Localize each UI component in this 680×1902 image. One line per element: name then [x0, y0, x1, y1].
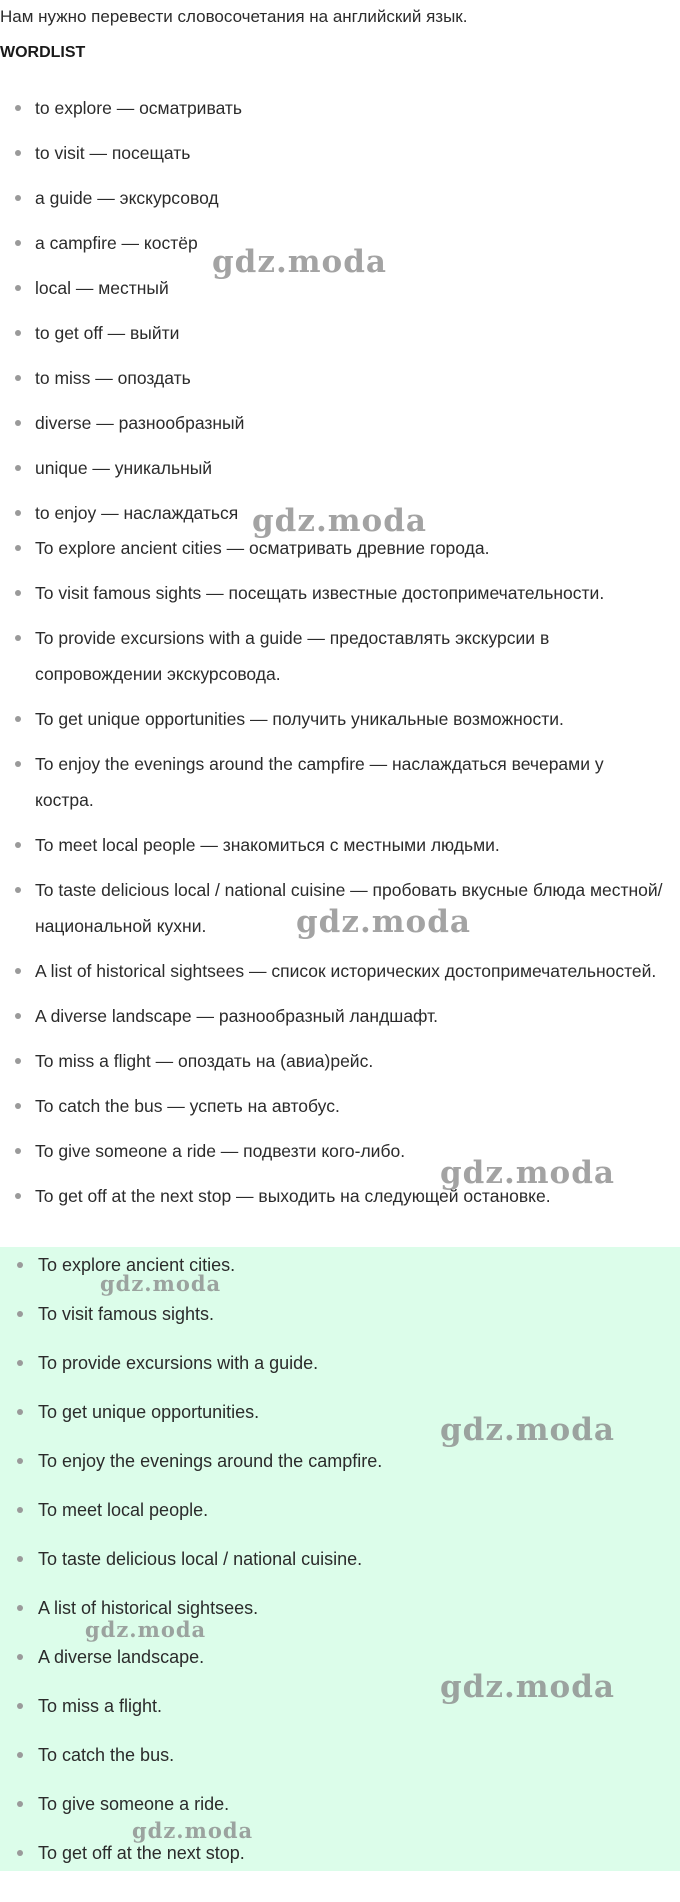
list-item: To provide excursions with a guide — предоставлять экскурсии в сопровождении экскурсовода. — [0, 620, 680, 692]
answer-item: To visit famous sights. — [0, 1300, 680, 1328]
list-item: diverse — разнообразный — [0, 405, 680, 441]
list-item: To taste delicious local / national cuisine — пробовать вкусные блюда местной/национальной кухни. — [0, 872, 680, 944]
list-item: To explore ancient cities — осматривать древние города. — [0, 530, 680, 566]
watermark: gdz.moda — [440, 1669, 615, 1705]
list-item: unique — уникальный — [0, 450, 680, 486]
answer-item: To enjoy the evenings around the campfire. — [0, 1447, 680, 1475]
list-item: to explore — осматривать — [0, 90, 680, 126]
answer-box — [0, 1247, 680, 1871]
list-item: To visit famous sights — посещать известные достопримечательности. — [0, 575, 680, 611]
list-item: To give someone a ride — подвезти кого-либо. — [0, 1133, 680, 1169]
list-item: a campfire — костёр — [0, 225, 680, 261]
list-item: to visit — посещать — [0, 135, 680, 171]
list-item: local — местный — [0, 270, 680, 306]
list-item: A list of historical sightsees — список исторических достопримечательностей. — [0, 953, 680, 989]
answer-item: To catch the bus. — [0, 1741, 680, 1769]
answer-item: To give someone a ride. — [0, 1790, 680, 1818]
answer-list — [0, 1251, 680, 1888]
answer-item: To get off at the next stop. — [0, 1839, 680, 1867]
answer-item: To provide excursions with a guide. — [0, 1349, 680, 1377]
answer-item: A list of historical sightsees. — [0, 1594, 680, 1622]
list-item: to get off — выйти — [0, 315, 680, 351]
answer-item: A diverse landscape. — [0, 1643, 680, 1671]
list-item: To catch the bus — успеть на автобус. — [0, 1088, 680, 1124]
watermark: gdz.moda — [440, 1412, 615, 1448]
list-item: To get off at the next stop — выходить на следующей остановке. — [0, 1178, 680, 1214]
wordlist — [0, 90, 680, 1223]
list-item: to enjoy — наслаждаться — [0, 495, 680, 531]
answer-item: To taste delicious local / national cuisine. — [0, 1545, 680, 1573]
answer-item: To miss a flight. — [0, 1692, 680, 1720]
answer-item: To get unique opportunities. — [0, 1398, 680, 1426]
answer-item: To meet local people. — [0, 1496, 680, 1524]
list-item: to miss — опоздать — [0, 360, 680, 396]
watermark: gdz.moda — [132, 1818, 254, 1843]
list-item: To enjoy the evenings around the campfire — наслаждаться вечерами у костра. — [0, 746, 680, 818]
watermark: gdz.moda — [212, 244, 387, 280]
list-item: A diverse landscape — разнообразный ландшафт. — [0, 998, 680, 1034]
answer-item: To explore ancient cities. — [0, 1251, 680, 1279]
watermark: gdz.moda — [440, 1155, 615, 1191]
list-item: To meet local people — знакомиться с местными людьми. — [0, 827, 680, 863]
list-item: To miss a flight — опоздать на (авиа)рейс. — [0, 1043, 680, 1079]
wordlist-heading: WORDLIST — [0, 44, 86, 61]
list-item: a guide — экскурсовод — [0, 180, 680, 216]
watermark: gdz.moda — [100, 1271, 222, 1296]
intro-text: Нам нужно перевести словосочетания на английский язык. — [0, 7, 468, 26]
watermark: gdz.moda — [296, 904, 471, 940]
watermark: gdz.moda — [252, 503, 427, 539]
list-item: To get unique opportunities — получить уникальные возможности. — [0, 701, 680, 737]
watermark: gdz.moda — [85, 1617, 207, 1642]
